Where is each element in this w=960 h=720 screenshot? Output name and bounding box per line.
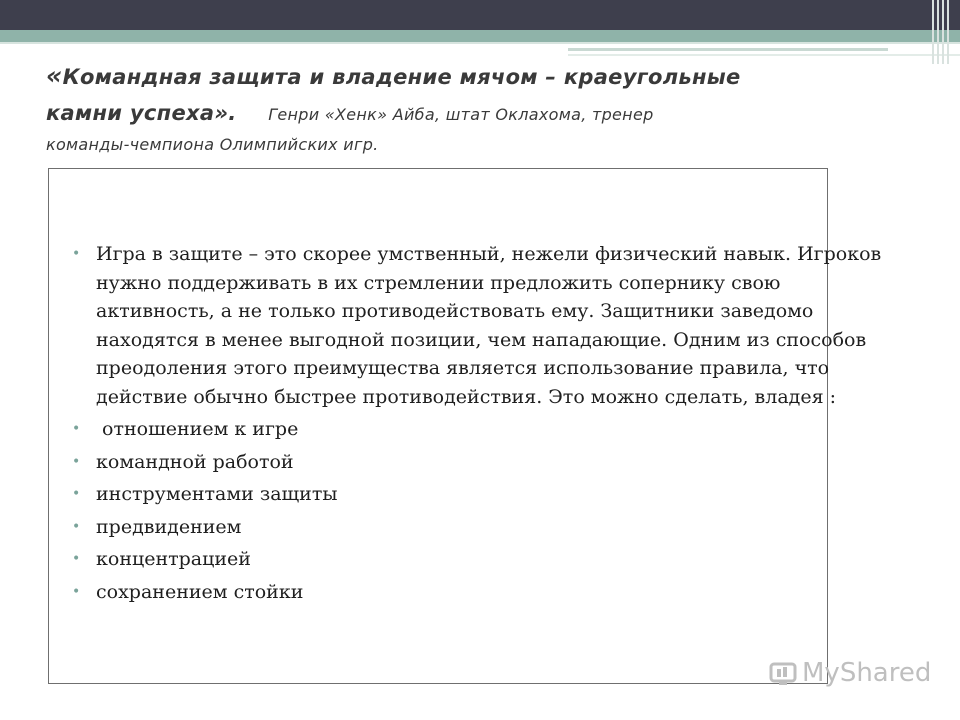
slide-title xyxy=(46,58,926,158)
bullet-dot: • xyxy=(72,246,81,262)
list-item-text: предвидением xyxy=(96,515,242,538)
list-item xyxy=(72,448,902,477)
bullet-dot: • xyxy=(72,453,81,470)
bullet-list xyxy=(72,240,902,610)
list-item-text: командной работой xyxy=(96,450,294,473)
list-item xyxy=(72,240,902,411)
accent-short-line xyxy=(568,48,888,51)
top-bar xyxy=(0,0,960,30)
bullet-dot: • xyxy=(72,421,81,437)
list-item-text: отношением к игре xyxy=(96,418,299,440)
body-paragraph: Игра в защите – это скорее умственный, нежели физический навык. Игроков нужно поддерживать в их стремлении предложить сопернику свою активность, а не только противодействовать ему. Защитники заведомо находятся в менее выгодной позиции, чем нападающие. Одним из способов преодоления этого преимущества является использование правила, что действие обычно быстрее противодействия. Это можно сделать, владея : xyxy=(96,243,882,408)
list-item xyxy=(72,578,902,607)
subtitle-line-2: команды-чемпиона Олимпийских игр. xyxy=(46,135,379,154)
list-item xyxy=(72,415,902,444)
title-quote-mark: « xyxy=(46,61,63,90)
subtitle-line-1: Генри «Хенк» Айба, штат Оклахома, тренер xyxy=(268,105,654,124)
bullet-dot: • xyxy=(72,486,81,502)
accent-band xyxy=(0,30,960,42)
list-item xyxy=(72,513,902,542)
watermark xyxy=(768,656,931,690)
list-item xyxy=(72,545,902,574)
list-item xyxy=(72,480,902,509)
title-line-2: камни успеха». xyxy=(46,101,237,125)
bullet-dot: • xyxy=(72,551,81,567)
accent-short-line-2 xyxy=(568,54,960,56)
myshared-logo-icon xyxy=(768,658,798,688)
bullet-dot: • xyxy=(72,583,81,600)
list-item-text: концентрацией xyxy=(96,548,251,570)
accent-line xyxy=(0,42,960,44)
watermark-text: MyShared xyxy=(802,658,932,688)
list-item-text: инструментами защиты xyxy=(96,483,338,505)
bullet-dot: • xyxy=(72,518,81,535)
title-line-1: Командная защита и владение мячом – краеугольные xyxy=(62,65,741,89)
list-item-text: сохранением стойки xyxy=(96,580,304,603)
corner-stripes xyxy=(932,0,954,64)
